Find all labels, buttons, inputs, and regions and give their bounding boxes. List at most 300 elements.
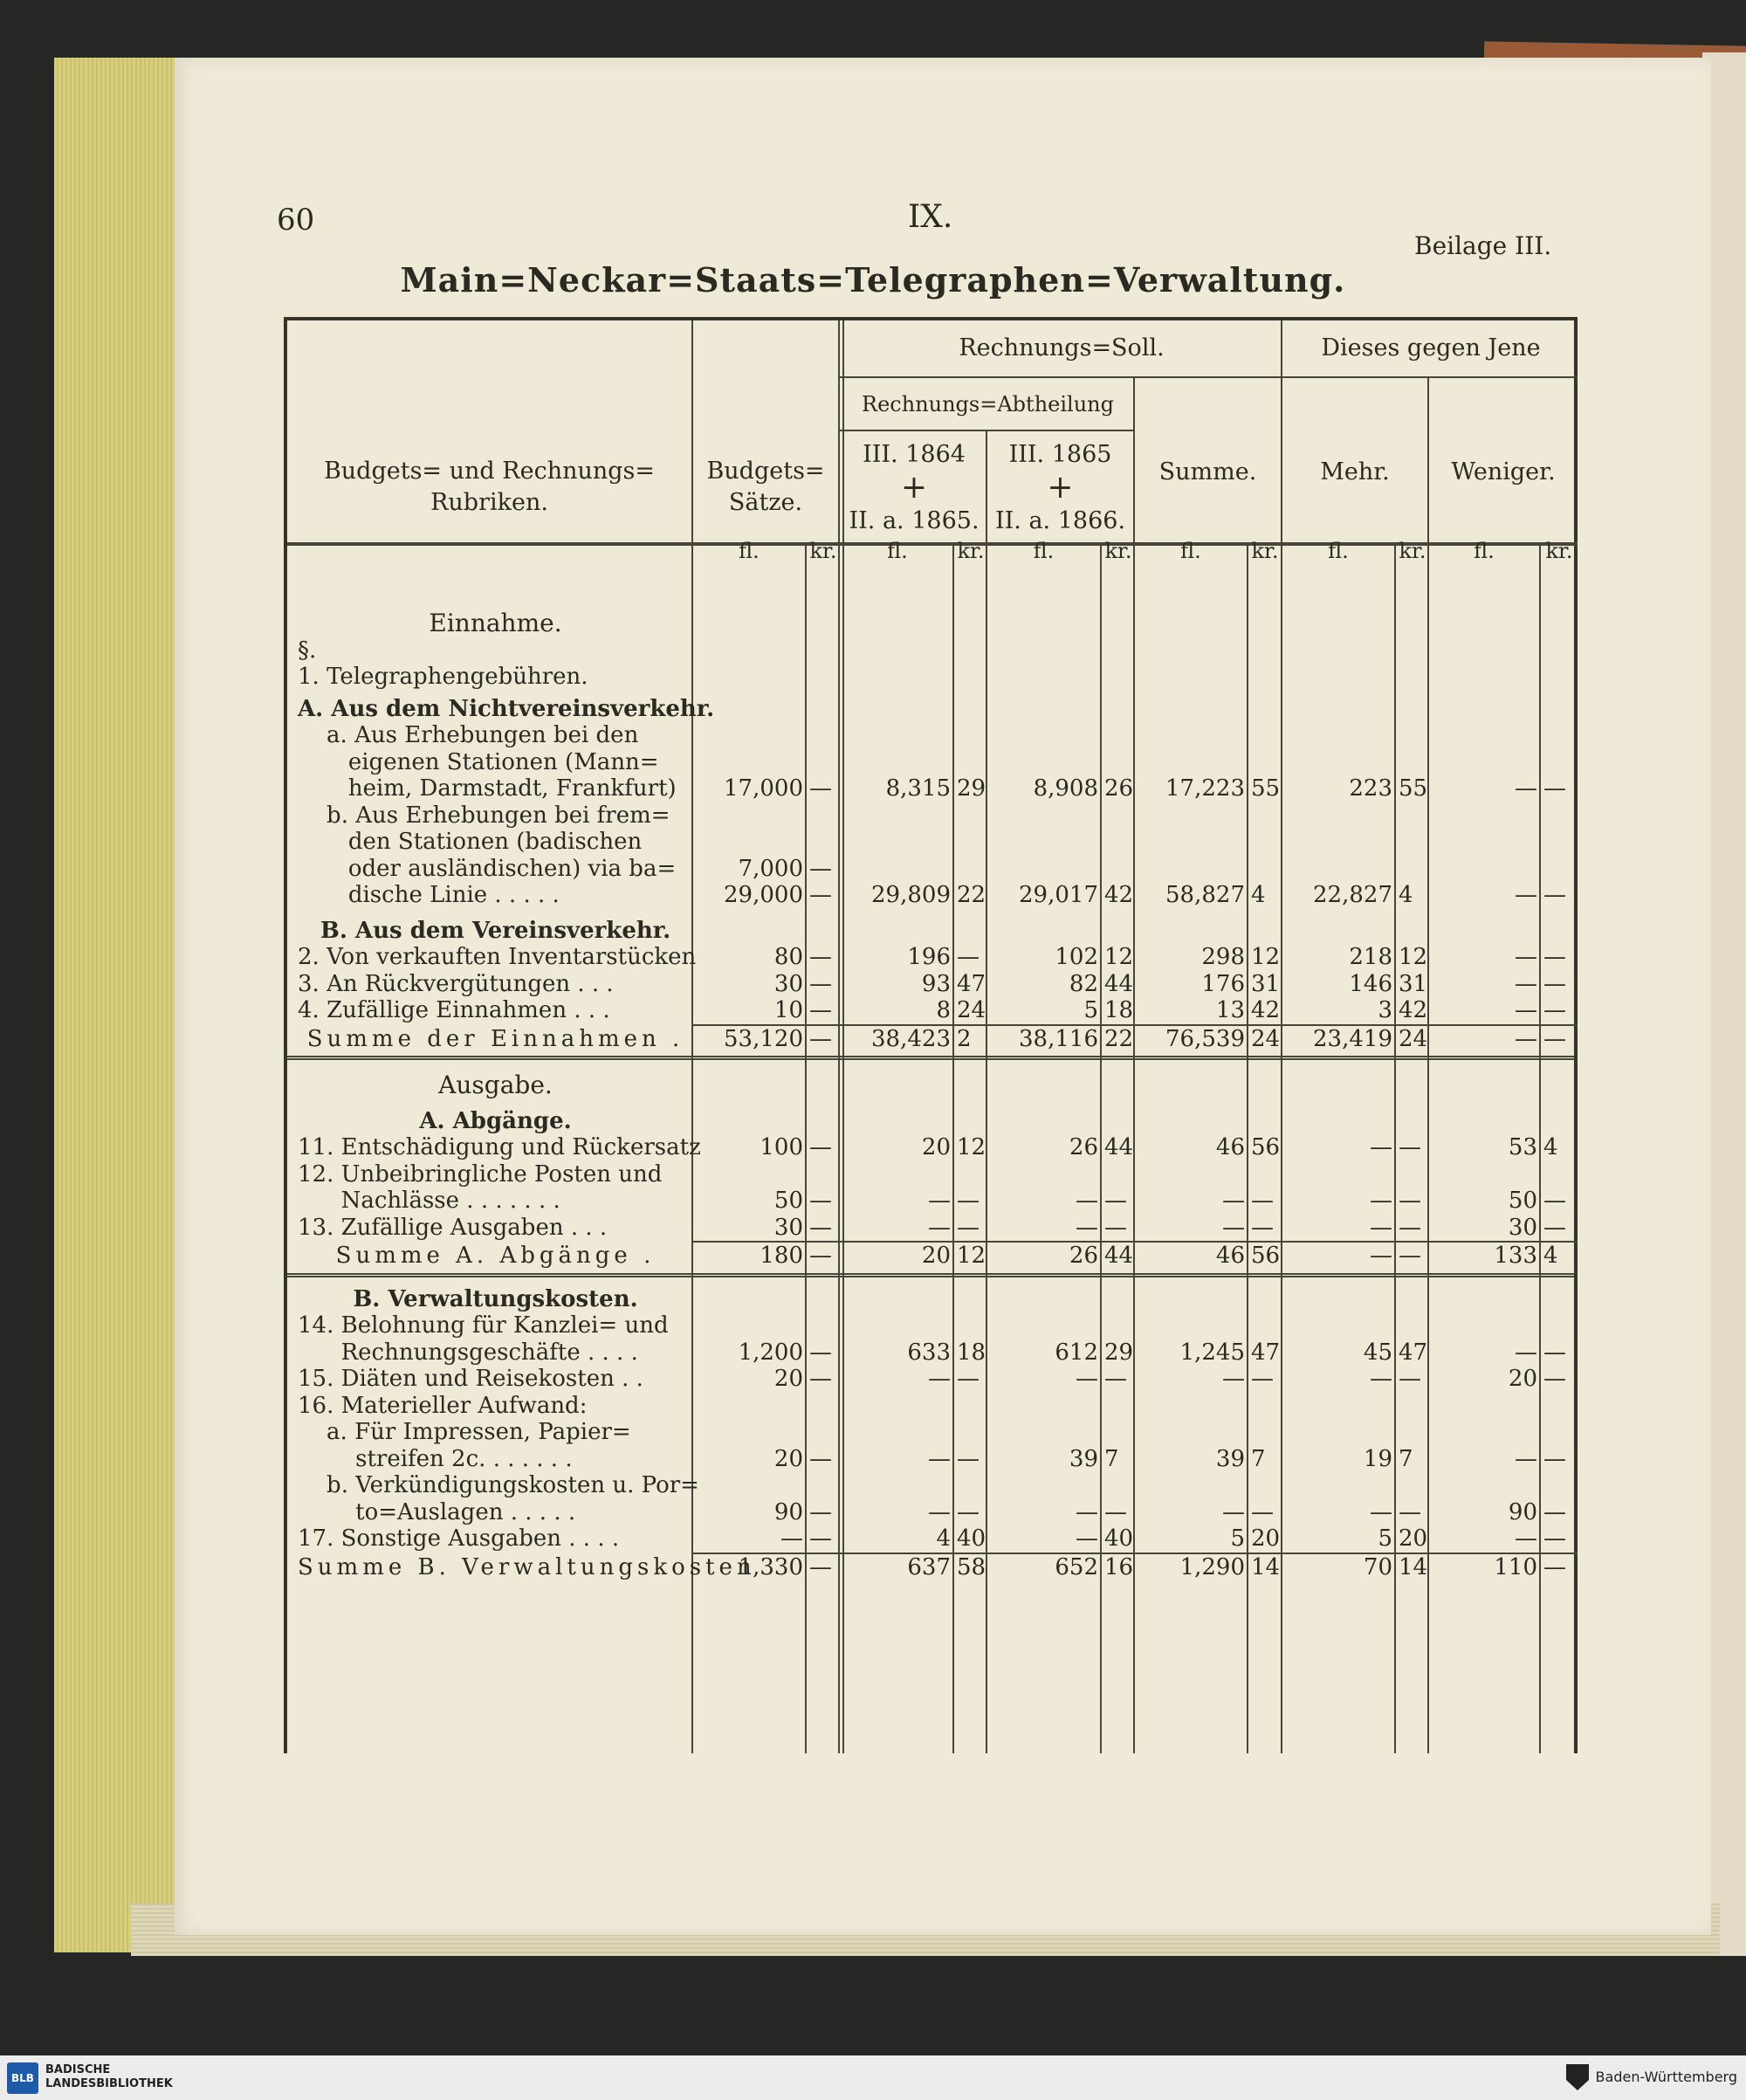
table-row xyxy=(287,1060,1574,1099)
cell-budget-kr: — xyxy=(809,775,832,802)
cell-period1-fl: 38,423 xyxy=(840,1024,954,1053)
cell-summe-fl: 39 xyxy=(1215,1445,1245,1472)
cell-period1-fl: 4 xyxy=(936,1525,951,1552)
cell-budget-fl: 50 xyxy=(773,1188,803,1214)
row-label-line: a. Für Impressen, Papier= xyxy=(298,1419,631,1445)
cell-period1-kr: 47 xyxy=(957,970,986,997)
row-label xyxy=(287,1525,693,1553)
cell-weniger-fl: 50 xyxy=(1508,1188,1537,1214)
cell-summe-kr: — xyxy=(1251,1366,1274,1392)
cell-period2-fl: 29,017 xyxy=(1019,882,1098,908)
row-label-line: 1. Telegraphengebühren. xyxy=(298,664,588,690)
state-name: Baden-Württemberg xyxy=(1595,2069,1737,2085)
plus-sign: + xyxy=(1047,470,1074,506)
cell-summe-fl: — xyxy=(1222,1366,1245,1392)
cell-period1-fl: — xyxy=(928,1366,951,1392)
cell-summe-kr: — xyxy=(1251,1188,1274,1214)
table-row xyxy=(287,1134,1574,1161)
table-row xyxy=(287,722,1574,802)
cell-period1-fl: 29,809 xyxy=(871,882,951,908)
cell-budget-fl: 20 xyxy=(773,1445,803,1472)
cell-weniger-kr: — xyxy=(1543,944,1566,970)
cell-mehr-kr: — xyxy=(1399,1134,1421,1160)
cell-mehr-fl: 70 xyxy=(1282,1553,1396,1581)
row-label-line: 13. Zufällige Ausgaben . . . xyxy=(298,1214,608,1241)
cell-budget-kr: — xyxy=(809,1188,832,1214)
cell-mehr-kr: 4 xyxy=(1399,882,1413,908)
row-label-line: Summe A. Abgänge . xyxy=(335,1243,656,1269)
cell-period2-fl: — xyxy=(1076,1525,1098,1552)
footer-bar xyxy=(0,2055,1746,2100)
unit-fl: fl. xyxy=(887,539,908,563)
cell-period2-kr: — xyxy=(1104,1214,1127,1241)
cell-period1-kr: 24 xyxy=(957,997,986,1023)
cell-mehr-kr: 55 xyxy=(1399,775,1428,802)
row-label xyxy=(287,1393,693,1420)
row-label xyxy=(287,1099,693,1135)
cell-summe-fl: 17,223 xyxy=(1165,775,1245,802)
cell-budget-fl: 180 xyxy=(693,1241,807,1270)
cell-period2-kr: — xyxy=(1104,1498,1127,1525)
cell-period1-kr: — xyxy=(957,1188,980,1214)
rubric-header-line: Budgets= und Rechnungs= xyxy=(323,458,656,485)
cell-budget-kr: — xyxy=(809,1525,832,1552)
row-label xyxy=(287,997,693,1024)
cell-weniger-fl: — xyxy=(1515,1525,1537,1552)
cell-weniger-kr: — xyxy=(1543,1188,1566,1214)
header-rule xyxy=(840,430,1135,431)
table-row xyxy=(287,1099,1574,1135)
cell-weniger-kr: — xyxy=(1543,775,1566,802)
cell-budget-kr: — — xyxy=(809,855,832,908)
cell-budget-kr: — xyxy=(809,1214,832,1241)
cell-budget-fl: 1,200 xyxy=(738,1339,803,1366)
period-line: II. a. 1865. xyxy=(849,507,980,534)
unit-kr: kr. xyxy=(1545,539,1573,563)
cell-summe-fl: — xyxy=(1222,1498,1245,1525)
unit-kr: kr. xyxy=(809,539,837,563)
section-number: IX. xyxy=(908,199,953,235)
period1-header xyxy=(842,438,986,538)
row-label-line: dische Linie . . . . . xyxy=(298,882,560,908)
cell-budget-kr: — xyxy=(809,1366,832,1392)
table-row xyxy=(287,691,1574,723)
cell-period1-fl: 20 xyxy=(921,1134,951,1160)
cell-mehr-kr: 12 xyxy=(1399,944,1428,970)
cell-mehr-kr: 31 xyxy=(1399,970,1428,997)
cell-period1-kr: 40 xyxy=(957,1525,986,1552)
cell-period1-kr: — xyxy=(957,944,980,970)
cell-budget-kr: — xyxy=(809,1498,832,1525)
cell-mehr-kr: — xyxy=(1399,1214,1421,1241)
coat-of-arms-icon xyxy=(1566,2064,1589,2090)
cell-summe-kr: 42 xyxy=(1251,997,1281,1023)
cell-period2-kr: 42 xyxy=(1104,882,1134,908)
row-label-line: Einnahme. xyxy=(429,609,562,637)
cell-mehr-fl: 45 xyxy=(1363,1339,1392,1366)
table-row xyxy=(287,664,1574,691)
cell-budget-fl: 100 xyxy=(760,1134,803,1160)
cell-period1-kr: — xyxy=(957,1366,980,1392)
cell-period2-fl: 612 xyxy=(1055,1339,1098,1366)
cell-mehr-fl: — xyxy=(1370,1366,1392,1392)
cell-period2-fl: 26 xyxy=(987,1241,1102,1270)
cell-weniger-kr: 4 xyxy=(1543,1134,1558,1160)
row-label xyxy=(287,1134,701,1161)
table-row xyxy=(287,802,1574,909)
budget-header-line: Budgets= xyxy=(706,458,825,485)
cell-budget-kr: — xyxy=(807,1241,840,1270)
rubric-header xyxy=(287,456,691,519)
unit-fl: fl. xyxy=(739,539,760,563)
cell-summe-kr: — xyxy=(1251,1498,1274,1525)
table-row xyxy=(287,1024,1574,1061)
page-title: Main=Neckar=Staats=Telegraphen=Verwaltung. xyxy=(400,260,1346,300)
row-label-line: 17. Sonstige Ausgaben . . . . xyxy=(298,1525,620,1552)
cell-budget-fl: — xyxy=(780,1525,803,1552)
row-label xyxy=(287,691,715,723)
cell-period2-fl: 5 xyxy=(1083,997,1098,1023)
cell-period2-kr: 44 xyxy=(1104,970,1134,997)
cell-mehr-fl: 218 xyxy=(1349,944,1392,970)
cell-period2-kr: — xyxy=(1104,1188,1127,1214)
cell-mehr-kr: 47 xyxy=(1399,1339,1428,1366)
cell-summe-fl: 76,539 xyxy=(1135,1024,1248,1053)
cell-mehr-kr: — xyxy=(1399,1188,1421,1214)
cell-period1-kr: — xyxy=(957,1214,980,1241)
cell-mehr-fl: 22,827 xyxy=(1313,882,1392,908)
cell-weniger-fl: 133 xyxy=(1429,1241,1541,1270)
cell-period2-fl: — xyxy=(1076,1498,1098,1525)
cell-weniger-kr: — xyxy=(1543,970,1566,997)
cell-summe-kr: 31 xyxy=(1251,970,1281,997)
cell-summe-kr: 56 xyxy=(1251,1134,1281,1160)
cell-period2-kr: — xyxy=(1104,1366,1127,1392)
cell-weniger-kr: 4 xyxy=(1541,1241,1578,1270)
cell-period1-kr: 58 xyxy=(954,1553,987,1581)
unit-fl: fl. xyxy=(1474,539,1495,563)
cell-mehr-fl: 19 xyxy=(1363,1445,1392,1472)
cell-mehr-kr: — xyxy=(1396,1241,1429,1270)
cell-mehr-fl: 5 xyxy=(1378,1525,1392,1552)
cell-weniger-kr: — xyxy=(1543,1339,1566,1366)
cell-period2-fl: 8,908 xyxy=(1033,775,1098,802)
cell-summe-fl: 176 xyxy=(1201,970,1245,997)
cell-weniger-fl: — xyxy=(1429,1024,1541,1053)
cell-period1-fl: — xyxy=(928,1498,951,1525)
cell-period1-kr: — xyxy=(957,1445,980,1472)
cell-summe-fl: 13 xyxy=(1215,997,1245,1023)
cell-period2-kr: 7 xyxy=(1104,1445,1119,1472)
table-row xyxy=(287,1215,1574,1242)
cell-weniger-kr: — xyxy=(1543,882,1566,908)
cell-weniger-fl: — xyxy=(1515,944,1537,970)
header-rule xyxy=(1281,376,1578,378)
row-label xyxy=(287,1312,693,1366)
cell-weniger-fl: — xyxy=(1515,882,1537,908)
cell-period1-fl: 8 xyxy=(936,997,951,1023)
unit-kr: kr. xyxy=(957,539,985,563)
cell-mehr-kr: 24 xyxy=(1396,1024,1429,1053)
library-name xyxy=(45,2063,173,2091)
header-rule xyxy=(840,376,1281,378)
cell-summe-kr: — xyxy=(1251,1214,1274,1241)
row-label-line: B. Aus dem Vereinsverkehr. xyxy=(320,917,671,944)
row-label xyxy=(287,1060,693,1099)
cell-weniger-fl: — xyxy=(1515,997,1537,1023)
cell-weniger-fl: 20 xyxy=(1508,1366,1537,1392)
row-label-line: b. Verkündigungskosten u. Por= xyxy=(298,1472,699,1498)
row-label xyxy=(287,802,693,909)
table-row xyxy=(287,1312,1574,1366)
row-label-line: 2. Von verkauften Inventarstücken xyxy=(298,944,697,970)
row-label xyxy=(287,1277,693,1313)
weniger-header: Weniger. xyxy=(1451,458,1556,485)
row-label xyxy=(287,909,693,945)
cell-summe-kr: 55 xyxy=(1251,775,1281,802)
cell-period2-fl: 82 xyxy=(1069,970,1098,997)
cell-period2-kr: 16 xyxy=(1102,1553,1135,1581)
row-label xyxy=(287,1472,699,1525)
cell-period2-kr: 40 xyxy=(1104,1525,1134,1552)
row-label-line: 14. Belohnung für Kanzlei= und xyxy=(298,1312,669,1339)
row-label-line: §. xyxy=(298,637,317,664)
row-label xyxy=(287,1243,693,1270)
cell-mehr-kr: 42 xyxy=(1399,997,1428,1023)
cell-period2-fl: 39 xyxy=(1069,1445,1098,1472)
row-label xyxy=(287,1215,693,1242)
unit-kr: kr. xyxy=(1399,539,1426,563)
row-label-line: Rechnungsgeschäfte . . . . xyxy=(298,1339,638,1366)
cell-budget-fl: 1,330 xyxy=(693,1553,807,1581)
cell-weniger-fl: — xyxy=(1515,1339,1537,1366)
cell-period2-fl: — xyxy=(1076,1188,1098,1214)
cell-weniger-kr: — xyxy=(1543,1525,1566,1552)
row-label-line: 4. Zufällige Einnahmen . . . xyxy=(298,997,610,1023)
table-row xyxy=(287,1241,1574,1277)
row-label-line: Nachlässe . . . . . . . xyxy=(298,1188,560,1214)
row-label-line: 16. Materieller Aufwand: xyxy=(298,1392,588,1419)
row-label xyxy=(287,1553,756,1581)
cell-weniger-kr: — xyxy=(1543,1445,1566,1472)
table-row xyxy=(287,1277,1574,1313)
cell-period1-kr: 12 xyxy=(957,1134,986,1160)
cell-period1-kr: 22 xyxy=(957,882,986,908)
dieses-gegen-jene-header: Dieses gegen Jene xyxy=(1321,334,1541,361)
plus-sign: + xyxy=(900,470,928,506)
cell-summe-kr: 4 xyxy=(1251,882,1266,908)
cell-weniger-kr: — xyxy=(1541,1553,1578,1581)
blb-logo[interactable]: BLB xyxy=(7,2062,38,2094)
cell-period1-fl: 196 xyxy=(907,944,951,970)
cell-summe-fl: 298 xyxy=(1201,944,1245,970)
cell-weniger-fl: 90 xyxy=(1508,1498,1537,1525)
cell-budget-kr: — xyxy=(807,1553,840,1581)
cell-summe-kr: 20 xyxy=(1251,1525,1281,1552)
cell-budget-fl: 7,000 29,000 xyxy=(724,855,803,908)
row-label-line: a. Aus Erhebungen bei den xyxy=(298,722,639,748)
cell-period1-fl: 20 xyxy=(840,1241,954,1270)
cell-mehr-fl: 23,419 xyxy=(1282,1024,1396,1053)
table-row xyxy=(287,1553,1574,1581)
cell-budget-fl: 30 xyxy=(773,1214,803,1241)
row-label-line: 11. Entschädigung und Rückersatz xyxy=(298,1134,701,1160)
cell-weniger-fl: 110 xyxy=(1429,1553,1541,1581)
row-label xyxy=(287,598,693,637)
budget-table xyxy=(284,317,1578,1753)
row-label-line: A. Aus dem Nichtvereinsverkehr. xyxy=(298,695,715,722)
cell-budget-fl: 10 xyxy=(773,997,803,1023)
rubric-header-line: Rubriken. xyxy=(430,489,548,516)
cell-period2-kr: 18 xyxy=(1104,997,1134,1023)
cell-mehr-kr: — xyxy=(1399,1498,1421,1525)
cell-mehr-fl: — xyxy=(1370,1214,1392,1241)
page-number: 60 xyxy=(277,203,315,238)
row-label xyxy=(287,1161,693,1215)
cell-period2-fl: — xyxy=(1076,1366,1098,1392)
cell-period1-kr: 18 xyxy=(957,1339,986,1366)
cell-mehr-kr: 20 xyxy=(1399,1525,1428,1552)
cell-summe-kr: 14 xyxy=(1248,1553,1282,1581)
cell-summe-kr: 12 xyxy=(1251,944,1281,970)
cell-period1-fl: 633 xyxy=(907,1339,951,1366)
cell-summe-kr: 47 xyxy=(1251,1339,1281,1366)
unit-fl: fl. xyxy=(1180,539,1201,563)
cell-weniger-fl: — xyxy=(1515,970,1537,997)
cell-weniger-kr: — xyxy=(1543,1366,1566,1392)
cell-period2-fl: 26 xyxy=(1069,1134,1098,1160)
table-row xyxy=(287,1419,1574,1472)
table-row xyxy=(287,1366,1574,1393)
table-row xyxy=(287,944,1574,971)
abtheilung-header: Rechnungs=Abtheilung xyxy=(862,392,1114,417)
row-label xyxy=(287,944,697,971)
cell-budget-fl: 17,000 xyxy=(724,775,803,802)
cell-period1-kr: 2 xyxy=(954,1024,987,1053)
cell-period2-kr: 22 xyxy=(1102,1024,1135,1053)
table-body xyxy=(287,598,1574,1580)
cell-period2-fl: 652 xyxy=(987,1553,1102,1581)
cell-period1-kr: 12 xyxy=(954,1241,987,1270)
cell-budget-kr: — xyxy=(809,1134,832,1160)
library-name-line: BADISCHE xyxy=(45,2063,111,2076)
cell-summe-kr: 56 xyxy=(1248,1241,1282,1270)
cell-period1-fl: 93 xyxy=(921,970,951,997)
cell-period1-fl: 8,315 xyxy=(885,775,951,802)
cell-period2-kr: 26 xyxy=(1104,775,1134,802)
library-name-line: LANDESBIBLIOTHEK xyxy=(45,2077,173,2090)
row-label-line: Summe B. Verwaltungskosten xyxy=(298,1553,756,1580)
table-row xyxy=(287,1472,1574,1525)
mehr-header: Mehr. xyxy=(1320,458,1390,485)
cell-summe-fl: — xyxy=(1222,1214,1245,1241)
cell-budget-kr: — xyxy=(809,1339,832,1366)
row-label-line: A. Abgänge. xyxy=(419,1107,572,1134)
cell-weniger-kr: — xyxy=(1543,1214,1566,1241)
unit-kr: kr. xyxy=(1251,539,1279,563)
cell-period2-kr: 44 xyxy=(1104,1134,1134,1160)
cell-weniger-kr: — xyxy=(1543,997,1566,1023)
cell-mehr-fl: — xyxy=(1370,1498,1392,1525)
budget-header-line: Sätze. xyxy=(728,489,803,516)
cell-summe-fl: 46 xyxy=(1215,1134,1245,1160)
period-line: III. 1864 xyxy=(863,441,966,468)
row-label-line: B. Verwaltungskosten. xyxy=(353,1285,638,1312)
cell-period1-fl: — xyxy=(928,1214,951,1241)
cell-budget-kr: — xyxy=(809,997,832,1023)
row-label-line: b. Aus Erhebungen bei frem= xyxy=(298,802,670,829)
cell-budget-fl: 80 xyxy=(773,944,803,970)
cell-period1-kr: 29 xyxy=(957,775,986,802)
cell-mehr-fl: 3 xyxy=(1378,997,1392,1023)
table-row xyxy=(287,1525,1574,1553)
unit-fl: fl. xyxy=(1328,539,1349,563)
row-label-line: oder ausländischen) via ba= xyxy=(298,855,677,882)
cell-summe-fl: 1,245 xyxy=(1179,1339,1245,1366)
period-line: II. a. 1866. xyxy=(994,507,1126,534)
cell-summe-kr: 24 xyxy=(1248,1024,1282,1053)
row-label xyxy=(287,722,693,802)
cell-period2-kr: 44 xyxy=(1102,1241,1135,1270)
row-label xyxy=(287,971,693,998)
row-label-line: den Stationen (badischen xyxy=(298,829,643,855)
cell-weniger-kr: — xyxy=(1543,1498,1566,1525)
row-label-line: Ausgabe. xyxy=(438,1071,553,1099)
cell-summe-kr: 7 xyxy=(1251,1445,1266,1472)
cell-budget-fl: 53,120 xyxy=(693,1024,807,1053)
cell-mehr-fl: — xyxy=(1370,1134,1392,1160)
cell-mehr-fl: 223 xyxy=(1349,775,1392,802)
cell-summe-fl: 1,290 xyxy=(1135,1553,1248,1581)
cell-mehr-kr: 14 xyxy=(1396,1553,1429,1581)
supplement-label: Beilage III. xyxy=(1414,231,1552,260)
cell-budget-kr: — xyxy=(807,1024,840,1053)
cell-budget-kr: — xyxy=(809,944,832,970)
period-line: III. 1865 xyxy=(1008,441,1112,468)
cell-budget-fl: 90 xyxy=(773,1498,803,1525)
cell-weniger-fl: 53 xyxy=(1508,1134,1537,1160)
row-label-line: 15. Diäten und Reisekosten . . xyxy=(298,1366,643,1392)
cell-summe-fl: 46 xyxy=(1135,1241,1248,1270)
cell-mehr-kr: — xyxy=(1399,1366,1421,1392)
cell-mehr-fl: — xyxy=(1370,1188,1392,1214)
row-label-line: 3. An Rückvergütungen . . . xyxy=(298,970,614,997)
cell-budget-kr: — xyxy=(809,970,832,997)
cell-summe-fl: 58,827 xyxy=(1165,882,1245,908)
row-label xyxy=(287,1366,693,1393)
row-label-line: Summe der Einnahmen . xyxy=(306,1025,684,1052)
unit-fl: fl. xyxy=(1033,539,1055,563)
cell-weniger-kr: — xyxy=(1541,1024,1578,1053)
page-edges xyxy=(54,58,176,1952)
table-row xyxy=(287,598,1574,637)
table-row xyxy=(287,1393,1574,1420)
row-label-line: heim, Darmstadt, Frankfurt) xyxy=(298,775,677,802)
table-row xyxy=(287,997,1574,1024)
summe-header: Summe. xyxy=(1158,458,1257,485)
cell-summe-fl: 5 xyxy=(1230,1525,1245,1552)
table-row xyxy=(287,637,1574,664)
cell-weniger-fl: 30 xyxy=(1508,1214,1537,1241)
budget-header xyxy=(693,456,838,519)
unit-kr: kr. xyxy=(1104,539,1132,563)
cell-mehr-fl: — xyxy=(1282,1241,1396,1270)
row-label xyxy=(287,1026,693,1053)
row-label-line: 12. Unbeibringliche Posten und xyxy=(298,1160,663,1188)
row-label xyxy=(287,664,693,691)
row-label-line: to=Auslagen . . . . . xyxy=(298,1498,576,1525)
cell-period1-fl: — xyxy=(928,1445,951,1472)
